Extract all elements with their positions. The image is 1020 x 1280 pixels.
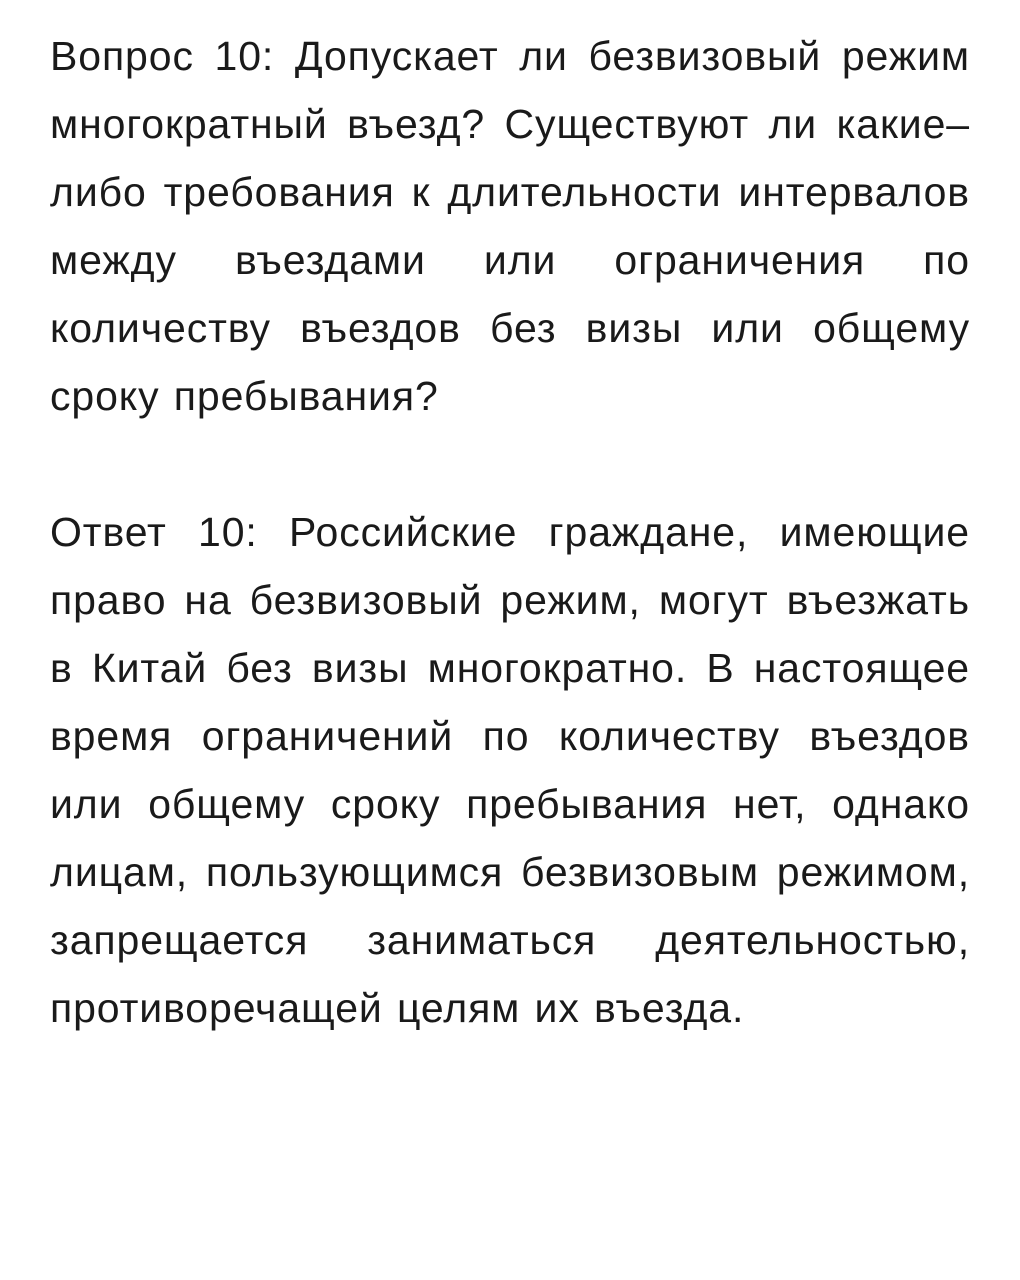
answer-paragraph: Ответ 10: Российские граждане, имеющие право на безвизовый режим, могут въезжать в Китай без визы многократно. В настоящее время ограничений по количеству въездов или общему сроку пребывания нет, однако лицам, пользующимся безвизовым режимом, запрещается заниматься деятельностью, противоречащей целям их въезда. [50,509,970,1031]
paragraph-spacer [50,430,970,498]
question-paragraph: Вопрос 10: Допускает ли безвизовый режим многократный въезд? Существуют ли какие–либо требования к длительности интервалов между въездами или ограничения по количеству въездов без визы или общему сроку пребывания? [50,33,970,419]
article-body [50,22,970,1042]
